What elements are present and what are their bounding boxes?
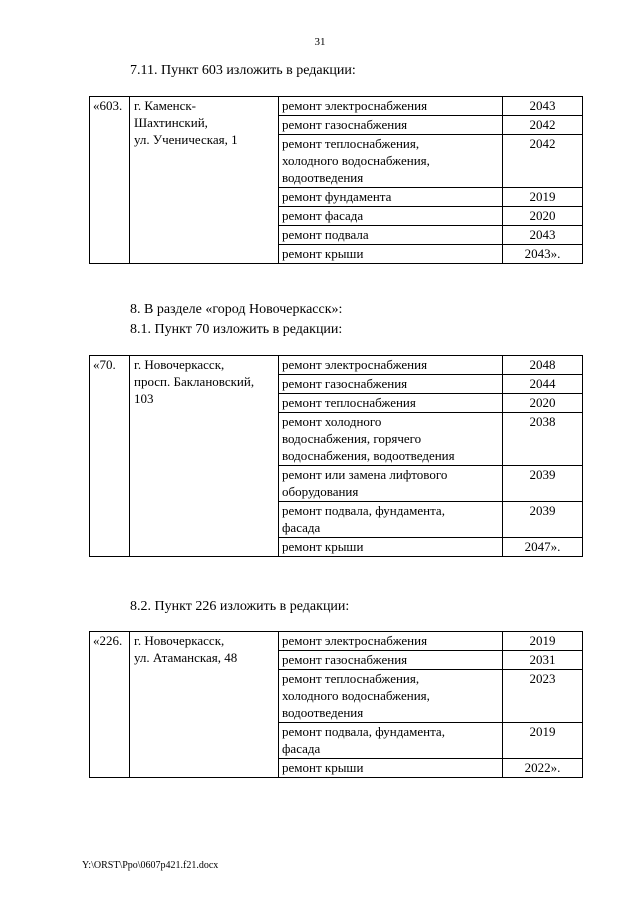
year-cell: 2019: [503, 188, 583, 207]
year-cell: 2043: [503, 97, 583, 116]
work-type-cell: ремонт холодного водоснабжения, горячего водоснабжения, водоотведения: [279, 413, 503, 466]
table-row: [90, 356, 583, 375]
work-type-cell: ремонт крыши: [279, 538, 503, 557]
table-row: [90, 97, 583, 116]
year-cell: 2042: [503, 116, 583, 135]
amendment-table: [89, 631, 583, 778]
amendment-table: [89, 96, 583, 264]
address-cell: г. Новочеркасск, просп. Баклановский, 103: [130, 356, 279, 557]
year-cell: 2039: [503, 466, 583, 502]
year-cell: 2038: [503, 413, 583, 466]
item-number-cell: «70.: [90, 356, 130, 557]
year-cell: 2019: [503, 632, 583, 651]
item-number-cell: «603.: [90, 97, 130, 264]
work-type-cell: ремонт фасада: [279, 207, 503, 226]
work-type-cell: ремонт газоснабжения: [279, 375, 503, 394]
section-subheading: 8.1. Пункт 70 изложить в редакции:: [130, 322, 343, 337]
section-heading: 7.11. Пункт 603 изложить в редакции:: [130, 63, 356, 78]
page-number: 31: [314, 36, 326, 48]
work-type-cell: ремонт электроснабжения: [279, 356, 503, 375]
year-cell: 2047».: [503, 538, 583, 557]
work-type-cell: ремонт подвала, фундамента, фасада: [279, 723, 503, 759]
work-type-cell: ремонт или замена лифтового оборудования: [279, 466, 503, 502]
work-type-cell: ремонт крыши: [279, 245, 503, 264]
work-type-cell: ремонт газоснабжения: [279, 651, 503, 670]
address-cell: г. Каменск- Шахтинский, ул. Ученическая, 1: [130, 97, 279, 264]
year-cell: 2022».: [503, 759, 583, 778]
work-type-cell: ремонт теплоснабжения: [279, 394, 503, 413]
item-number-cell: «226.: [90, 632, 130, 778]
table-row: [90, 632, 583, 651]
year-cell: 2023: [503, 670, 583, 723]
year-cell: 2048: [503, 356, 583, 375]
year-cell: 2020: [503, 207, 583, 226]
year-cell: 2043».: [503, 245, 583, 264]
work-type-cell: ремонт электроснабжения: [279, 632, 503, 651]
year-cell: 2043: [503, 226, 583, 245]
year-cell: 2020: [503, 394, 583, 413]
work-type-cell: ремонт теплоснабжения, холодного водоснабжения, водоотведения: [279, 670, 503, 723]
work-type-cell: ремонт теплоснабжения, холодного водоснабжения, водоотведения: [279, 135, 503, 188]
work-type-cell: ремонт подвала, фундамента, фасада: [279, 502, 503, 538]
year-cell: 2044: [503, 375, 583, 394]
year-cell: 2039: [503, 502, 583, 538]
work-type-cell: ремонт электроснабжения: [279, 97, 503, 116]
section-heading: 8.2. Пункт 226 изложить в редакции:: [130, 599, 350, 614]
work-type-cell: ремонт крыши: [279, 759, 503, 778]
file-path-footer: Y:\ORST\Ppo\0607p421.f21.docx: [82, 860, 219, 871]
amendment-table: [89, 355, 583, 557]
year-cell: 2019: [503, 723, 583, 759]
work-type-cell: ремонт подвала: [279, 226, 503, 245]
section-heading: 8. В разделе «город Новочеркасск»:: [130, 302, 343, 317]
year-cell: 2031: [503, 651, 583, 670]
year-cell: 2042: [503, 135, 583, 188]
address-cell: г. Новочеркасск, ул. Атаманская, 48: [130, 632, 279, 778]
work-type-cell: ремонт фундамента: [279, 188, 503, 207]
work-type-cell: ремонт газоснабжения: [279, 116, 503, 135]
